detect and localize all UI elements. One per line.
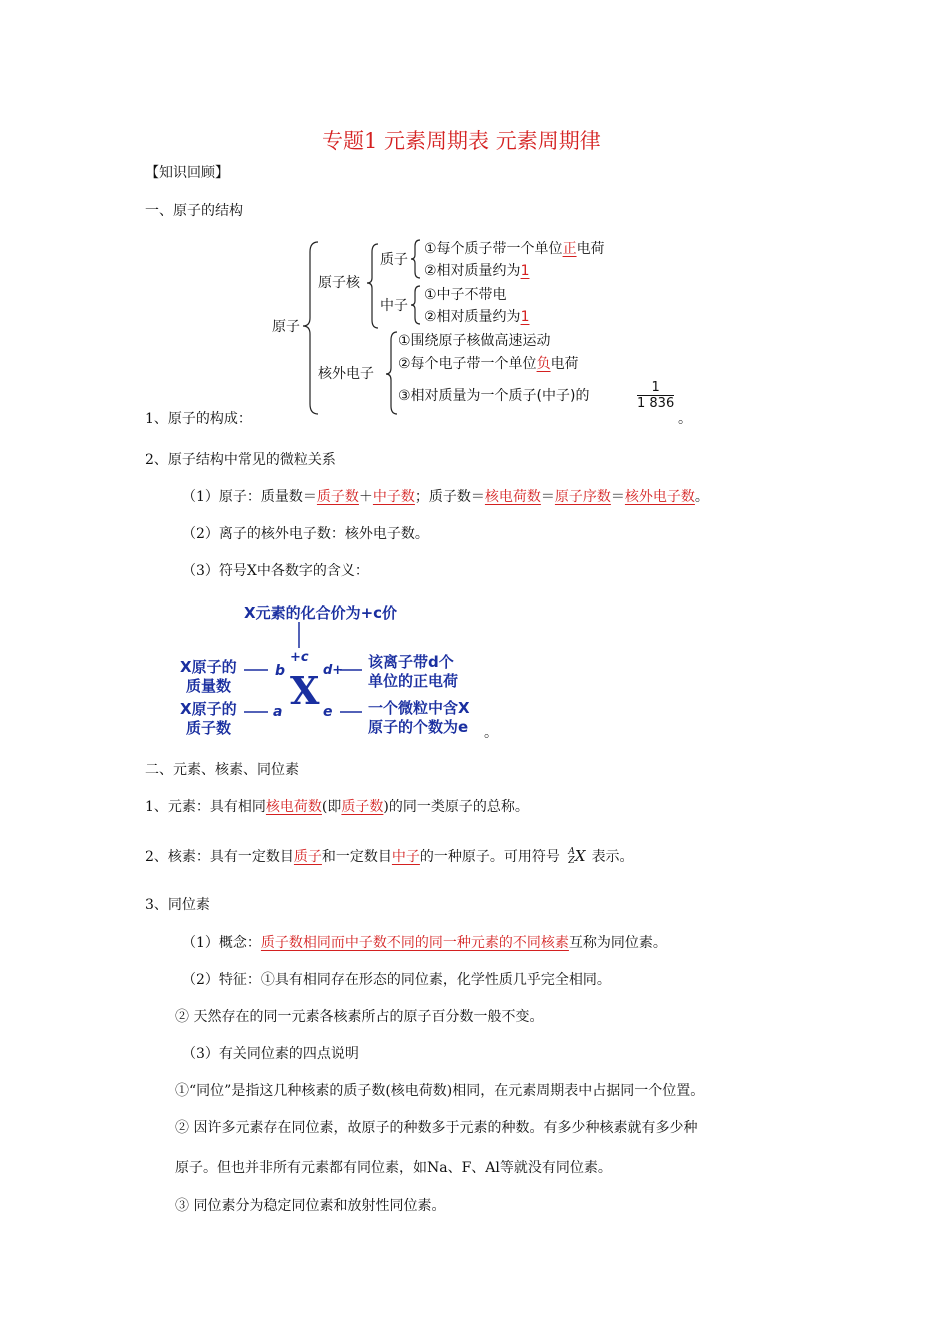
item-2-heading: 2、原子结构中常见的微粒关系 xyxy=(145,452,336,468)
electron-fact-1: ①围绕原子核做高速运动 xyxy=(398,333,551,349)
ion-electron-line: （2）离子的核外电子数：核外电子数。 xyxy=(182,526,429,542)
node-neutron: 中子 xyxy=(380,298,408,314)
label-mass-number-1: X原子的 xyxy=(180,658,237,676)
section-review-label: 【知识回顾】 xyxy=(145,165,229,181)
label-proton-number-1: X原子的 xyxy=(180,700,237,718)
nuclide-definition: 2、核素：具有一定数目质子和一定数目中子的一种原子。可用符号 A Z X 表示。 xyxy=(145,847,634,866)
label-count-2: 原子的个数为e xyxy=(368,718,469,736)
symbol-meaning-line: （3）符号X中各数字的含义： xyxy=(182,563,369,579)
electron-fact-2: ②每个电子带一个单位负电荷 xyxy=(398,356,579,372)
symbol-e: e xyxy=(323,704,333,720)
element-definition: 1、元素：具有相同核电荷数(即质子数)的同一类原子的总称。 xyxy=(145,799,529,815)
neutron-fact-2: ②相对质量约为1 xyxy=(424,309,530,325)
symbol-d: d+ xyxy=(323,663,344,678)
symbol-x: X xyxy=(290,668,320,713)
section-2-heading: 二、元素、核素、同位素 xyxy=(145,762,299,778)
isotope-note-2-cont: 原子。但也并非所有元素都有同位素，如Na、F、Al等就没有同位素。 xyxy=(175,1160,612,1176)
symbol-end-mark: 。 xyxy=(484,725,498,741)
nuclide-symbol-scripts: A Z xyxy=(568,847,575,866)
fraction-numerator: 1 xyxy=(651,380,660,395)
isotope-note-1: ①“同位”是指这几种核素的质子数(核电荷数)相同，在元素周期表中占据同一个位置。 xyxy=(175,1083,705,1099)
proton-fact-2: ②相对质量约为1 xyxy=(424,263,530,279)
atom-relations-line: （1）原子：质量数＝质子数＋中子数；质子数＝核电荷数＝原子序数＝核外电子数。 xyxy=(182,489,709,505)
proton-fact-1: ①每个质子带一个单位正电荷 xyxy=(424,241,605,257)
isotope-heading: 3、同位素 xyxy=(145,897,210,913)
node-proton: 质子 xyxy=(380,252,408,268)
symbol-b: b xyxy=(275,663,286,679)
label-charge-2: 单位的正电荷 xyxy=(368,672,459,690)
isotope-notes-heading: （3）有关同位素的四点说明 xyxy=(182,1046,359,1062)
symbol-c: +c xyxy=(290,650,309,665)
section-1-heading: 一、原子的结构 xyxy=(145,203,243,219)
page-title: 专题1 元素周期表 元素周期律 xyxy=(322,129,601,153)
item-1-label: 1、原子的构成： xyxy=(145,411,252,427)
label-count-1: 一个微粒中含X xyxy=(368,699,470,717)
isotope-note-3: ③ 同位素分为稳定同位素和放射性同位素。 xyxy=(175,1198,446,1214)
label-charge-1: 该离子带d个 xyxy=(368,653,454,671)
neutron-fact-1: ①中子不带电 xyxy=(424,287,507,303)
isotope-note-2: ② 因许多元素存在同位素，故原子的种数多于元素的种数。有多少种核素就有多少种 xyxy=(175,1120,698,1136)
node-atom: 原子 xyxy=(272,319,300,335)
item-1-end: 。 xyxy=(678,411,692,427)
node-electron: 核外电子 xyxy=(318,366,374,382)
nuclide-symbol-x: X xyxy=(574,847,586,865)
electron-fact-3: ③相对质量为一个质子(中子)的 xyxy=(398,388,590,404)
fraction-denominator: 1 836 xyxy=(637,396,675,411)
label-mass-number-2: 质量数 xyxy=(186,677,232,695)
isotope-concept: （1）概念：质子数相同而中子数不同的同一种元素的不同核素互称为同位素。 xyxy=(182,935,667,951)
symbol-a: a xyxy=(273,704,283,720)
node-nucleus: 原子核 xyxy=(318,275,360,291)
symbol-top-label: X元素的化合价为+c价 xyxy=(244,604,398,622)
label-proton-number-2: 质子数 xyxy=(186,719,232,737)
isotope-feature-1: （2）特征：①具有相同存在形态的同位素，化学性质几乎完全相同。 xyxy=(182,972,611,988)
isotope-feature-2: ② 天然存在的同一元素各核素所占的原子百分数一般不变。 xyxy=(175,1009,544,1025)
